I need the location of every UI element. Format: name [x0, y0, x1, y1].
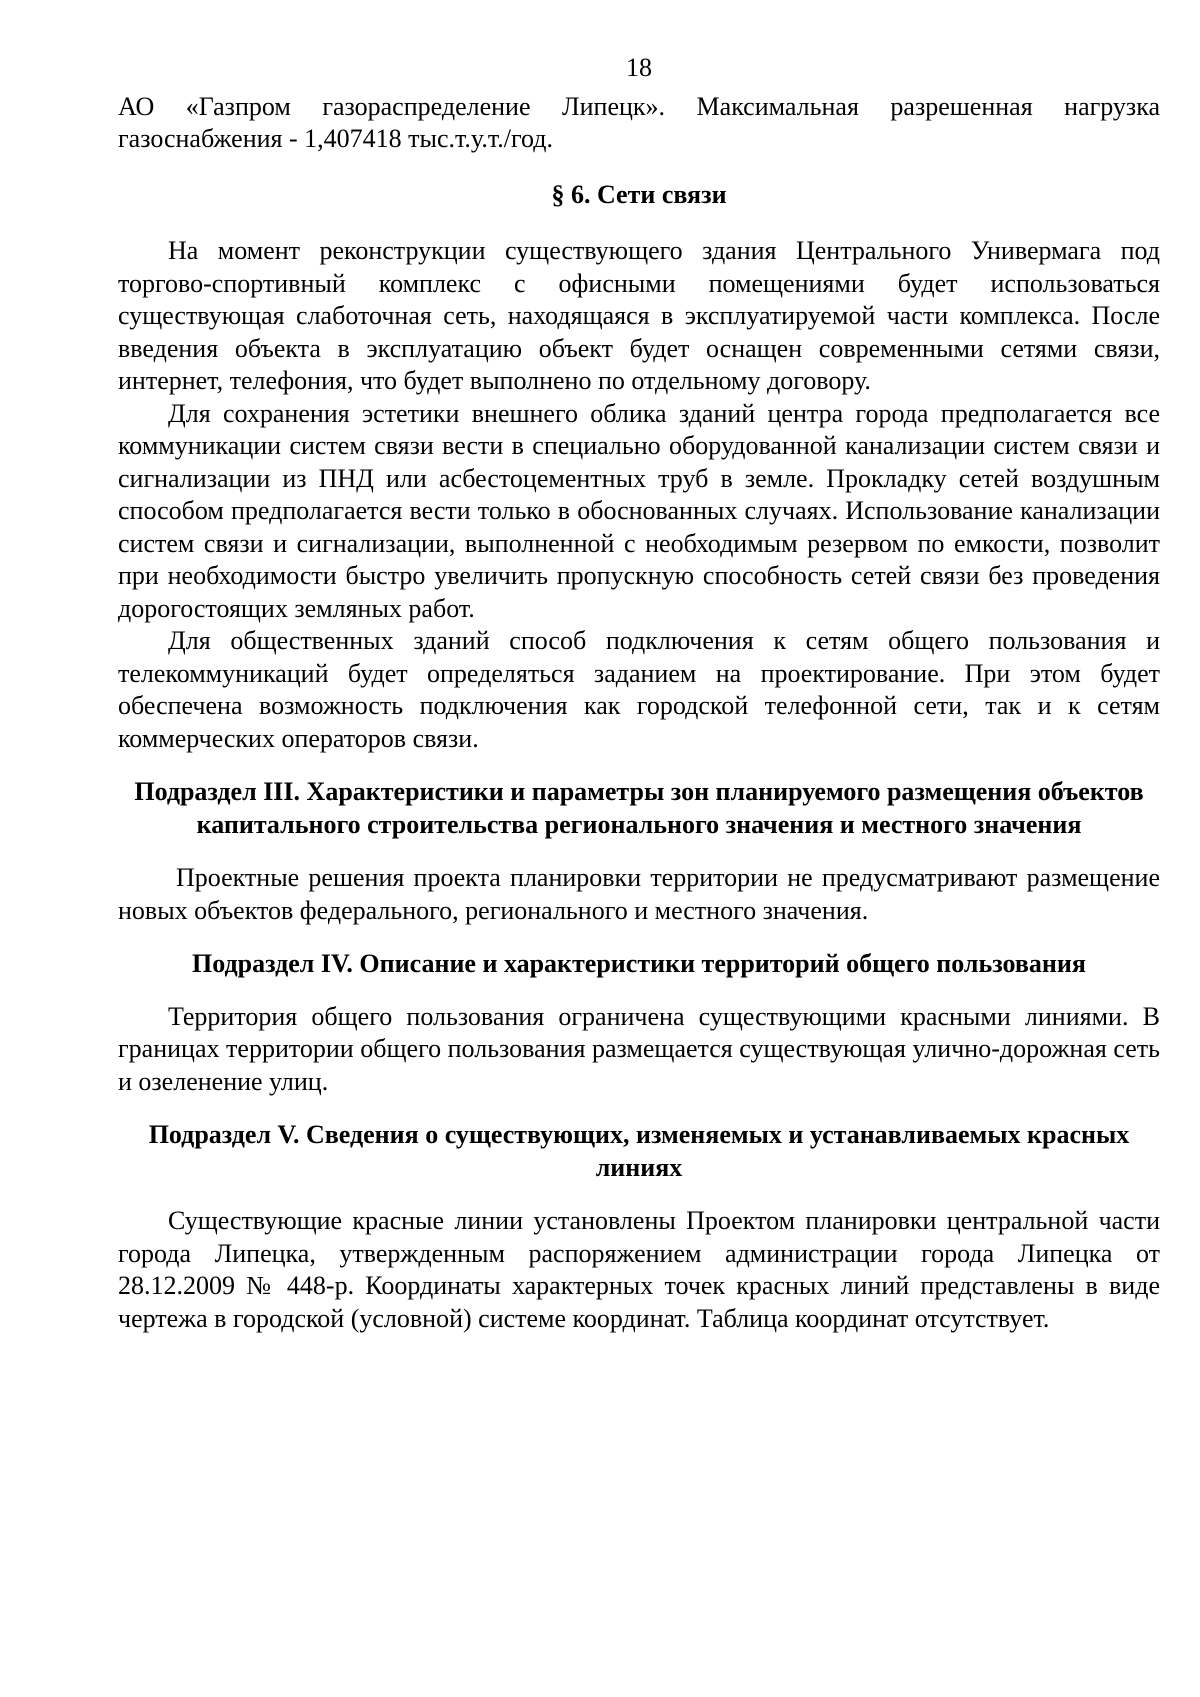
subsection-4-title: Подраздел IV. Описание и характеристики территорий общего пользования: [192, 949, 1086, 978]
subsection-5-paragraph: Существующие красные линии установлены Проектом планировки центральной части города Липецка, утвержденным распоряжением администрации города Липецка от 28.12.2009 № 448-р. Координаты характерных точек красных линий представлены в виде чертежа в городской (условной) системе координат. Таблица координат отсутствует.: [118, 1206, 1160, 1333]
page-number: 18: [626, 53, 652, 82]
section-6-paragraph-1: На момент реконструкции существующего здания Центрального Универмага под торгово-спортивный комплекс с офисными помещениями будет использоваться существующая слаботочная сеть, находящаяся в эксплуатируемой части комплекса. После введения объекта в эксплуатацию объект будет оснащен современными сетями связи, интернет, телефония, что будет выполнено по отдельному договору.: [118, 236, 1160, 395]
subsection-3-title: Подраздел III. Характеристики и параметры зон планируемого размещения объектов капитального строительства регионального значения и местного значения: [134, 777, 1144, 839]
document-page: [118, 52, 1160, 1335]
section-6-paragraph-2: Для сохранения эстетики внешнего облика зданий центра города предполагается все коммуникации систем связи вести в специально оборудованной канализации систем связи и сигнализации из ПНД или асбестоцементных труб в земле. Прокладку сетей воздушным способом предполагается вести только в обоснованных случаях. Использование канализации систем связи и сигнализации, выполненной с необходимым резервом по емкости, позволит при необходимости быстро увеличить пропускную способность сетей связи без проведения дорогостоящих земляных работ.: [118, 398, 1160, 623]
subsection-5-title: Подраздел V. Сведения о существующих, изменяемых и устанавливаемых красных линиях: [148, 1120, 1130, 1182]
intro-paragraph: АО «Газпром газораспределение Липецк». Максимальная разрешенная нагрузка газоснабжения - 1,407418 тыс.т.у.т./год.: [118, 91, 1160, 153]
subsection-3-paragraph: Проектные решения проекта планировки территории не предусматривают размещение новых объектов федерального, регионального и местного значения.: [118, 863, 1160, 925]
subsection-4-paragraph: Территория общего пользования ограничена существующими красными линиями. В границах территории общего пользования размещается существующая улично-дорожная сеть и озеленение улиц.: [118, 1001, 1160, 1096]
section-6-paragraph-3: Для общественных зданий способ подключения к сетям общего пользования и телекоммуникаций будет определяться заданием на проектирование. При этом будет обеспечена возможность подключения как городской телефонной сети, так и к сетям коммерческих операторов связи.: [118, 626, 1160, 753]
section-6-title: § 6. Сети связи: [551, 179, 727, 209]
